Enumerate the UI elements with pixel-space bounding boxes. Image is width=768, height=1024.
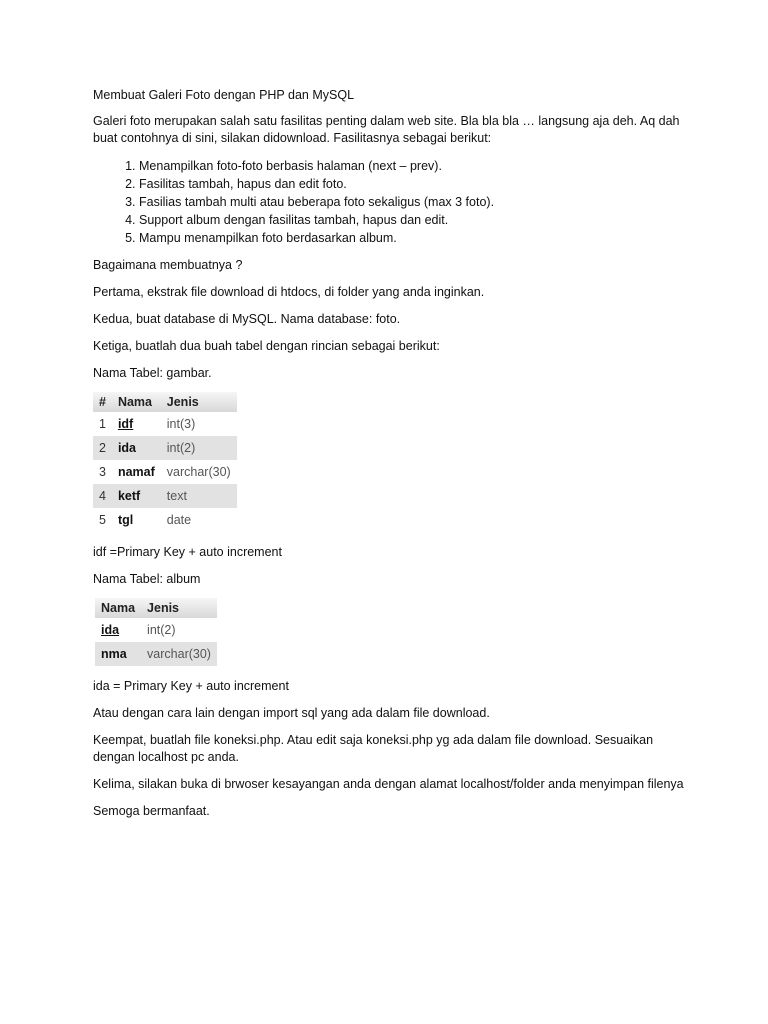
column-name-link[interactable]: ida xyxy=(95,618,141,642)
column-name-link[interactable]: idf xyxy=(112,412,161,436)
column-type: date xyxy=(161,508,237,532)
table-row xyxy=(95,642,217,666)
features-list xyxy=(93,157,693,247)
column-header-name: Nama xyxy=(95,598,141,618)
intro-paragraph: Galeri foto merupakan salah satu fasilitas penting dalam web site. Bla bla bla … langsung aja deh. Aq dah buat contohnya di sini, silakan didownload. Fasilitasnya sebagai berikut: xyxy=(93,114,680,145)
row-number: 1 xyxy=(93,412,112,436)
table-row xyxy=(93,436,237,460)
column-name: namaf xyxy=(112,460,161,484)
table-gambar xyxy=(93,392,237,532)
table-row xyxy=(93,460,237,484)
column-type: varchar(30) xyxy=(161,460,237,484)
table-header-row xyxy=(93,392,237,412)
document-title: Membuat Galeri Foto dengan PHP dan MySQL xyxy=(93,88,355,102)
column-type: varchar(30) xyxy=(141,642,217,666)
step-5-text: Kelima, silakan buka di brwoser kesayangan anda dengan alamat localhost/folder anda menyimpan filenya xyxy=(93,777,684,791)
row-number: 5 xyxy=(93,508,112,532)
step-3-text: Ketiga, buatlah dua buah tabel dengan rincian sebagai berikut: xyxy=(93,339,440,353)
row-number: 3 xyxy=(93,460,112,484)
column-header-type: Jenis xyxy=(161,392,237,412)
list-item: 4. Support album dengan fasilitas tambah, hapus dan edit. xyxy=(139,211,693,229)
table-row xyxy=(93,508,237,532)
column-name: ida xyxy=(112,436,161,460)
column-name: tgl xyxy=(112,508,161,532)
list-item: 1. Menampilkan foto-foto berbasis halaman (next – prev). xyxy=(139,157,693,175)
question-text: Bagaimana membuatnya ? xyxy=(93,258,243,272)
closing-text: Semoga bermanfaat. xyxy=(93,804,210,818)
table-album xyxy=(95,598,217,666)
table-gambar-note: idf =Primary Key + auto increment xyxy=(93,545,282,559)
column-name: ketf xyxy=(112,484,161,508)
column-type: int(3) xyxy=(161,412,237,436)
step-1-text: Pertama, ekstrak file download di htdocs, di folder yang anda inginkan. xyxy=(93,285,485,299)
column-header-number: # xyxy=(93,392,112,412)
table-row xyxy=(93,484,237,508)
step-4-text: Keempat, buatlah file koneksi.php. Atau edit saja koneksi.php yg ada dalam file download. Sesuaikan dengan localhost pc anda. xyxy=(93,733,654,764)
column-type: int(2) xyxy=(141,618,217,642)
row-number: 2 xyxy=(93,436,112,460)
table-gambar-label: Nama Tabel: gambar. xyxy=(93,366,212,380)
column-header-name: Nama xyxy=(112,392,161,412)
column-header-type: Jenis xyxy=(141,598,217,618)
step-2-text: Kedua, buat database di MySQL. Nama database: foto. xyxy=(93,312,401,326)
list-item: 5. Mampu menampilkan foto berdasarkan album. xyxy=(139,229,693,247)
list-item: 3. Fasilias tambah multi atau beberapa foto sekaligus (max 3 foto). xyxy=(139,193,693,211)
document-body xyxy=(93,87,693,830)
table-album-note: ida = Primary Key + auto increment xyxy=(93,679,289,693)
list-item: 2. Fasilitas tambah, hapus dan edit foto. xyxy=(139,175,693,193)
column-type: text xyxy=(161,484,237,508)
column-name: nma xyxy=(95,642,141,666)
table-album-label: Nama Tabel: album xyxy=(93,572,201,586)
table-row xyxy=(93,412,237,436)
table-row xyxy=(95,618,217,642)
row-number: 4 xyxy=(93,484,112,508)
table-header-row xyxy=(95,598,217,618)
column-type: int(2) xyxy=(161,436,237,460)
alt-method-text: Atau dengan cara lain dengan import sql yang ada dalam file download. xyxy=(93,706,490,720)
